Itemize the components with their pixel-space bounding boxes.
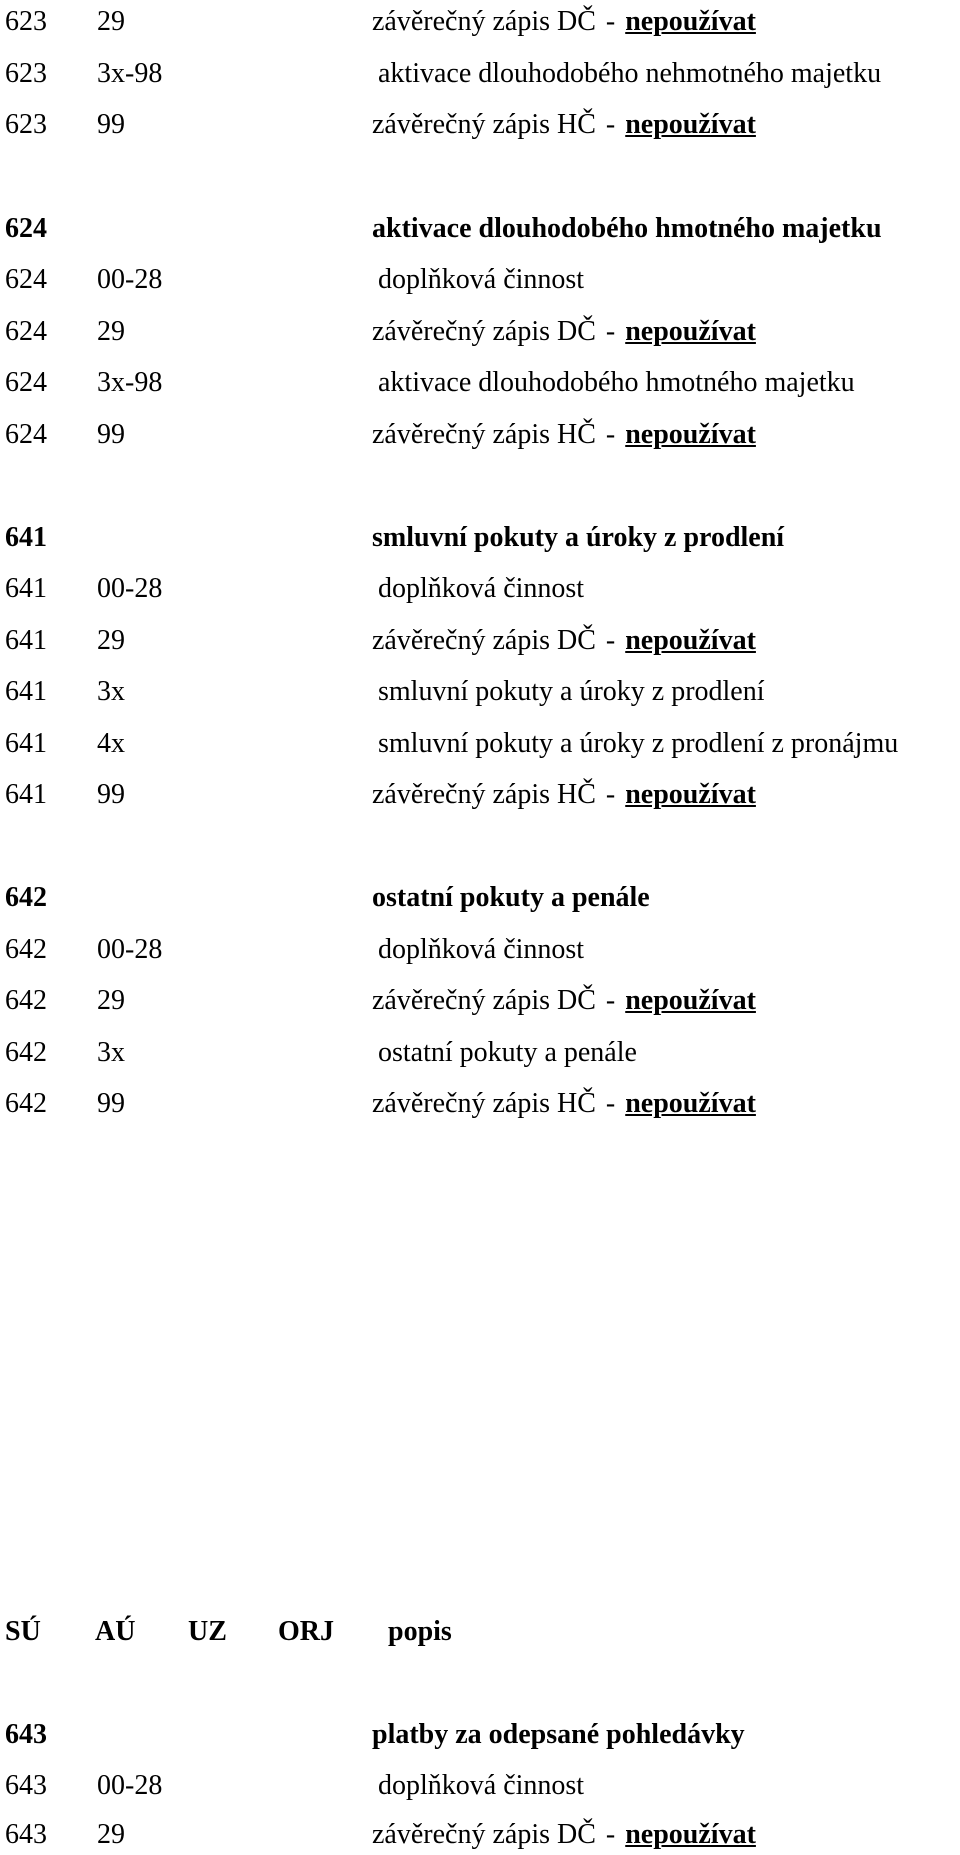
description [372, 2, 756, 42]
description: doplňková činnost [378, 934, 585, 965]
account-row [0, 621, 960, 661]
do-not-use-label: nepoužívat [625, 985, 756, 1016]
description [372, 415, 756, 455]
do-not-use-label: nepoužívat [625, 779, 756, 810]
au-code: 00-28 [97, 573, 163, 604]
su-code: 643 [5, 1719, 47, 1750]
description: smluvní pokuty a úroky z prodlení [378, 676, 765, 707]
header-au: AÚ [95, 1616, 136, 1647]
account-row [0, 2, 960, 42]
description-text: závěrečný zápis DČ [372, 316, 596, 347]
column-header [0, 1612, 960, 1652]
au-code: 00-28 [97, 1770, 163, 1801]
account-row [0, 1815, 960, 1855]
description: doplňková činnost [378, 264, 585, 295]
account-group-header [0, 209, 960, 249]
account-row [0, 981, 960, 1021]
header-popis: popis [388, 1616, 452, 1647]
su-code: 623 [5, 6, 47, 37]
separator: - [605, 985, 616, 1016]
account-group-header [0, 518, 960, 558]
su-code: 643 [5, 1770, 47, 1801]
au-code: 29 [97, 1819, 125, 1850]
su-code: 642 [5, 1088, 47, 1119]
description [372, 1084, 756, 1124]
description-text: závěrečný zápis DČ [372, 985, 596, 1016]
account-row [0, 54, 960, 94]
au-code: 29 [97, 985, 125, 1016]
group-title: ostatní pokuty a penále [372, 882, 650, 913]
description: aktivace dlouhodobého nehmotného majetku [378, 58, 882, 89]
account-row [0, 1033, 960, 1073]
au-code: 29 [97, 316, 125, 347]
account-row [0, 775, 960, 815]
description: smluvní pokuty a úroky z prodlení z pronájmu [378, 728, 899, 759]
header-su: SÚ [5, 1616, 41, 1647]
su-code: 624 [5, 264, 47, 295]
au-code: 29 [97, 625, 125, 656]
au-code: 3x-98 [97, 58, 163, 89]
group-title: platby za odepsané pohledávky [372, 1719, 745, 1750]
au-code: 4x [97, 728, 125, 759]
group-title: aktivace dlouhodobého hmotného majetku [372, 213, 882, 244]
description-text: závěrečný zápis HČ [372, 419, 596, 450]
do-not-use-label: nepoužívat [625, 109, 756, 140]
description [372, 105, 756, 145]
do-not-use-label: nepoužívat [625, 1088, 756, 1119]
au-code: 3x [97, 676, 125, 707]
separator: - [605, 109, 616, 140]
su-code: 642 [5, 985, 47, 1016]
description-text: závěrečný zápis HČ [372, 779, 596, 810]
account-group-header [0, 1715, 960, 1755]
au-code: 3x-98 [97, 367, 163, 398]
do-not-use-label: nepoužívat [625, 316, 756, 347]
description: aktivace dlouhodobého hmotného majetku [378, 367, 855, 398]
account-row [0, 930, 960, 970]
description: ostatní pokuty a penále [378, 1037, 637, 1068]
description [372, 775, 756, 815]
do-not-use-label: nepoužívat [625, 1819, 756, 1850]
su-code: 643 [5, 1819, 47, 1850]
do-not-use-label: nepoužívat [625, 419, 756, 450]
description-text: závěrečný zápis DČ [372, 625, 596, 656]
separator: - [605, 419, 616, 450]
header-uz: UZ [188, 1616, 227, 1647]
su-code: 642 [5, 934, 47, 965]
su-code: 624 [5, 316, 47, 347]
account-row [0, 672, 960, 712]
au-code: 99 [97, 109, 125, 140]
group-title: smluvní pokuty a úroky z prodlení [372, 522, 785, 553]
account-row [0, 1766, 960, 1806]
account-row [0, 363, 960, 403]
description-text: závěrečný zápis DČ [372, 1819, 596, 1850]
su-code: 641 [5, 625, 47, 656]
description-text: závěrečný zápis HČ [372, 109, 596, 140]
su-code: 624 [5, 213, 47, 244]
description: doplňková činnost [378, 573, 585, 604]
description-text: závěrečný zápis DČ [372, 6, 596, 37]
separator: - [605, 625, 616, 656]
au-code: 00-28 [97, 264, 163, 295]
description [372, 621, 756, 661]
su-code: 642 [5, 882, 47, 913]
su-code: 623 [5, 109, 47, 140]
separator: - [605, 779, 616, 810]
separator: - [605, 316, 616, 347]
account-row [0, 1084, 960, 1124]
header-orj: ORJ [278, 1616, 334, 1647]
do-not-use-label: nepoužívat [625, 6, 756, 37]
su-code: 641 [5, 779, 47, 810]
account-row [0, 312, 960, 352]
description: doplňková činnost [378, 1770, 585, 1801]
description [372, 1815, 756, 1855]
au-code: 29 [97, 6, 125, 37]
account-row [0, 260, 960, 300]
description [372, 312, 756, 352]
account-row [0, 569, 960, 609]
su-code: 641 [5, 676, 47, 707]
do-not-use-label: nepoužívat [625, 625, 756, 656]
su-code: 641 [5, 573, 47, 604]
description-text: závěrečný zápis HČ [372, 1088, 596, 1119]
su-code: 641 [5, 522, 47, 553]
su-code: 641 [5, 728, 47, 759]
au-code: 99 [97, 419, 125, 450]
account-row [0, 724, 960, 764]
account-row [0, 415, 960, 455]
su-code: 642 [5, 1037, 47, 1068]
au-code: 99 [97, 779, 125, 810]
au-code: 00-28 [97, 934, 163, 965]
au-code: 3x [97, 1037, 125, 1068]
description [372, 981, 756, 1021]
su-code: 624 [5, 419, 47, 450]
account-row [0, 105, 960, 145]
separator: - [605, 6, 616, 37]
account-group-header [0, 878, 960, 918]
au-code: 99 [97, 1088, 125, 1119]
su-code: 624 [5, 367, 47, 398]
su-code: 623 [5, 58, 47, 89]
separator: - [605, 1819, 616, 1850]
separator: - [605, 1088, 616, 1119]
